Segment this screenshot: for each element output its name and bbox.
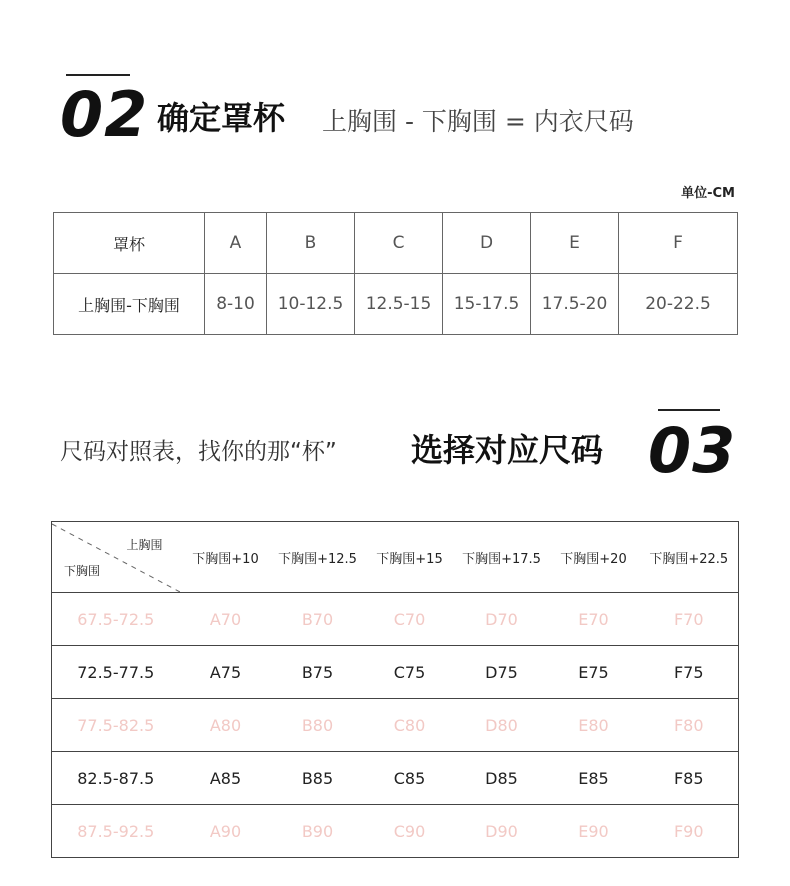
- cup-cell: D: [443, 213, 531, 274]
- size-cell: B75: [272, 646, 364, 699]
- column-header: 下胸围+17.5: [456, 522, 548, 593]
- size-cell: D85: [456, 752, 548, 805]
- cup-cell: F: [619, 213, 738, 274]
- section-02-rule: [66, 74, 130, 76]
- size-cell: F70: [640, 593, 739, 646]
- difference-cell: 20-22.5: [619, 274, 738, 335]
- cup-table: [53, 212, 738, 335]
- section-03-title: 选择对应尺码: [411, 431, 604, 469]
- size-cell: B85: [272, 752, 364, 805]
- section-02-title: 确定罩杯: [157, 99, 286, 137]
- size-cell: A80: [180, 699, 272, 752]
- cup-cell: E: [531, 213, 619, 274]
- cup-cell: C: [355, 213, 443, 274]
- section-03-number: 03: [648, 414, 737, 487]
- difference-row-header: 上胸围-下胸围: [54, 274, 205, 335]
- band-cell: 82.5-87.5: [52, 752, 180, 805]
- corner-top-label: 上胸围: [126, 538, 163, 552]
- size-cell: F85: [640, 752, 739, 805]
- difference-cell: 12.5-15: [355, 274, 443, 335]
- band-cell: 72.5-77.5: [52, 646, 180, 699]
- size-cell: D70: [456, 593, 548, 646]
- corner-cell: [52, 522, 180, 593]
- size-header-row: [52, 522, 739, 593]
- cup-formula: 上胸围 - 下胸围 = 内衣尺码: [322, 107, 634, 136]
- column-header: 下胸围+10: [180, 522, 272, 593]
- size-cell: F90: [640, 805, 739, 858]
- band-cell: 77.5-82.5: [52, 699, 180, 752]
- table-row: [52, 593, 739, 646]
- size-cell: C85: [364, 752, 456, 805]
- diagonal-divider: [52, 522, 180, 592]
- size-cell: C90: [364, 805, 456, 858]
- size-cell: D75: [456, 646, 548, 699]
- unit-label: 单位-CM: [681, 186, 735, 201]
- size-cell: E80: [548, 699, 640, 752]
- column-header: 下胸围+15: [364, 522, 456, 593]
- column-header: 下胸围+22.5: [640, 522, 739, 593]
- size-cell: D80: [456, 699, 548, 752]
- size-cell: C80: [364, 699, 456, 752]
- difference-cell: 10-12.5: [267, 274, 355, 335]
- size-cell: A75: [180, 646, 272, 699]
- section-03-subtitle: 尺码对照表，找你的那“杯”: [60, 439, 337, 465]
- size-cell: A90: [180, 805, 272, 858]
- size-cell: D90: [456, 805, 548, 858]
- difference-row: [54, 274, 738, 335]
- size-cell: B90: [272, 805, 364, 858]
- size-cell: B80: [272, 699, 364, 752]
- size-cell: F80: [640, 699, 739, 752]
- table-row: [52, 805, 739, 858]
- size-cell: E90: [548, 805, 640, 858]
- band-cell: 87.5-92.5: [52, 805, 180, 858]
- size-cell: C70: [364, 593, 456, 646]
- size-chart-table: [51, 521, 739, 858]
- difference-cell: 15-17.5: [443, 274, 531, 335]
- table-row: [52, 752, 739, 805]
- cup-cell: A: [205, 213, 267, 274]
- band-cell: 67.5-72.5: [52, 593, 180, 646]
- difference-cell: 8-10: [205, 274, 267, 335]
- cup-cell: B: [267, 213, 355, 274]
- size-cell: A70: [180, 593, 272, 646]
- size-cell: F75: [640, 646, 739, 699]
- corner-bottom-label: 下胸围: [64, 564, 101, 578]
- section-02-number: 02: [60, 78, 149, 151]
- column-header: 下胸围+20: [548, 522, 640, 593]
- size-cell: E75: [548, 646, 640, 699]
- section-03-rule: [658, 409, 720, 411]
- cup-row-header: 罩杯: [54, 213, 205, 274]
- column-header: 下胸围+12.5: [272, 522, 364, 593]
- size-cell: C75: [364, 646, 456, 699]
- difference-cell: 17.5-20: [531, 274, 619, 335]
- cup-row: [54, 213, 738, 274]
- table-row: [52, 646, 739, 699]
- size-cell: E70: [548, 593, 640, 646]
- table-row: [52, 699, 739, 752]
- size-cell: E85: [548, 752, 640, 805]
- size-cell: A85: [180, 752, 272, 805]
- size-cell: B70: [272, 593, 364, 646]
